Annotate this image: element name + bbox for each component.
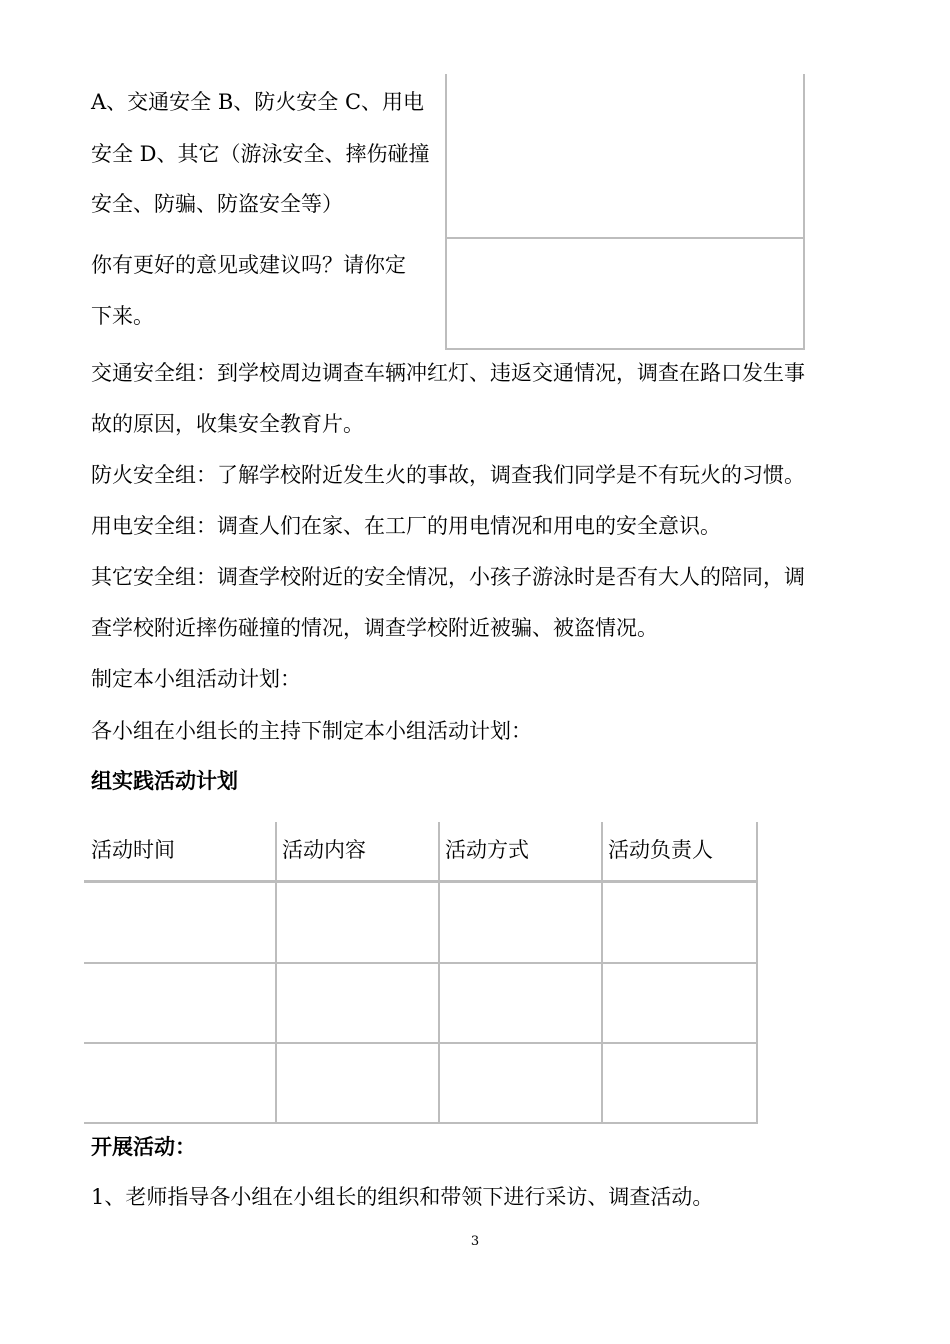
top-table-row1-line1: A、交通安全 B、防火安全 C、用电 [91, 90, 425, 114]
plan-table [84, 822, 758, 1124]
plan-header-content: 活动内容 [282, 838, 366, 862]
plan-table-bottom-border [84, 1122, 758, 1124]
plan-header-method: 活动方式 [445, 838, 529, 862]
plan-title: 组实践活动计划 [91, 768, 238, 793]
paragraph-plan-heading: 制定本小组活动计划： [91, 667, 301, 691]
page-number: 3 [470, 1234, 480, 1249]
activity-item-1: 1、老师指导各小组在小组长的组织和带领下进行采访、调查活动。 [91, 1185, 714, 1209]
plan-table-row-line [84, 962, 758, 964]
top-table-bottom-border [445, 348, 805, 350]
plan-header-owner: 活动负责人 [608, 838, 713, 862]
section-heading: 开展活动： [91, 1134, 196, 1159]
top-table-right-border [803, 74, 805, 350]
paragraph-other-2: 查学校附近摔伤碰撞的情况，调查学校附近被骗、被盗情况。 [91, 616, 658, 640]
top-table-divider [445, 74, 447, 350]
plan-table-col-line [601, 822, 603, 1124]
top-table-row1-line3: 安全、防骗、防盗安全等） [91, 192, 343, 216]
paragraph-fire: 防火安全组：了解学校附近发生火的事故，调查我们同学是不有玩火的习惯。 [91, 463, 805, 487]
paragraph-traffic-2: 故的原因，收集安全教育片。 [91, 412, 364, 436]
plan-header-time: 活动时间 [91, 838, 175, 862]
top-table-row2-line1: 你有更好的意见或建议吗？请你定 [91, 253, 406, 277]
paragraph-traffic-1: 交通安全组：到学校周边调查车辆冲红灯、违返交通情况，调查在路口发生事 [91, 361, 805, 385]
plan-table-col-line [275, 822, 277, 1124]
top-table-row1-line2: 安全 D、其它（游泳安全、摔伤碰撞 [91, 142, 430, 166]
top-table-row-separator [445, 237, 805, 239]
plan-table-col-line [438, 822, 440, 1124]
paragraph-plan-instruction: 各小组在小组长的主持下制定本小组活动计划： [91, 719, 532, 743]
paragraph-other-1: 其它安全组：调查学校附近的安全情况，小孩子游泳时是否有大人的陪同，调 [91, 565, 805, 589]
plan-table-right-border [756, 822, 758, 1124]
plan-table-row-line [84, 1042, 758, 1044]
top-table-row2-line2: 下来。 [91, 304, 154, 328]
paragraph-electric: 用电安全组：调查人们在家、在工厂的用电情况和用电的安全意识。 [91, 514, 721, 538]
plan-table-header-border [84, 880, 758, 883]
